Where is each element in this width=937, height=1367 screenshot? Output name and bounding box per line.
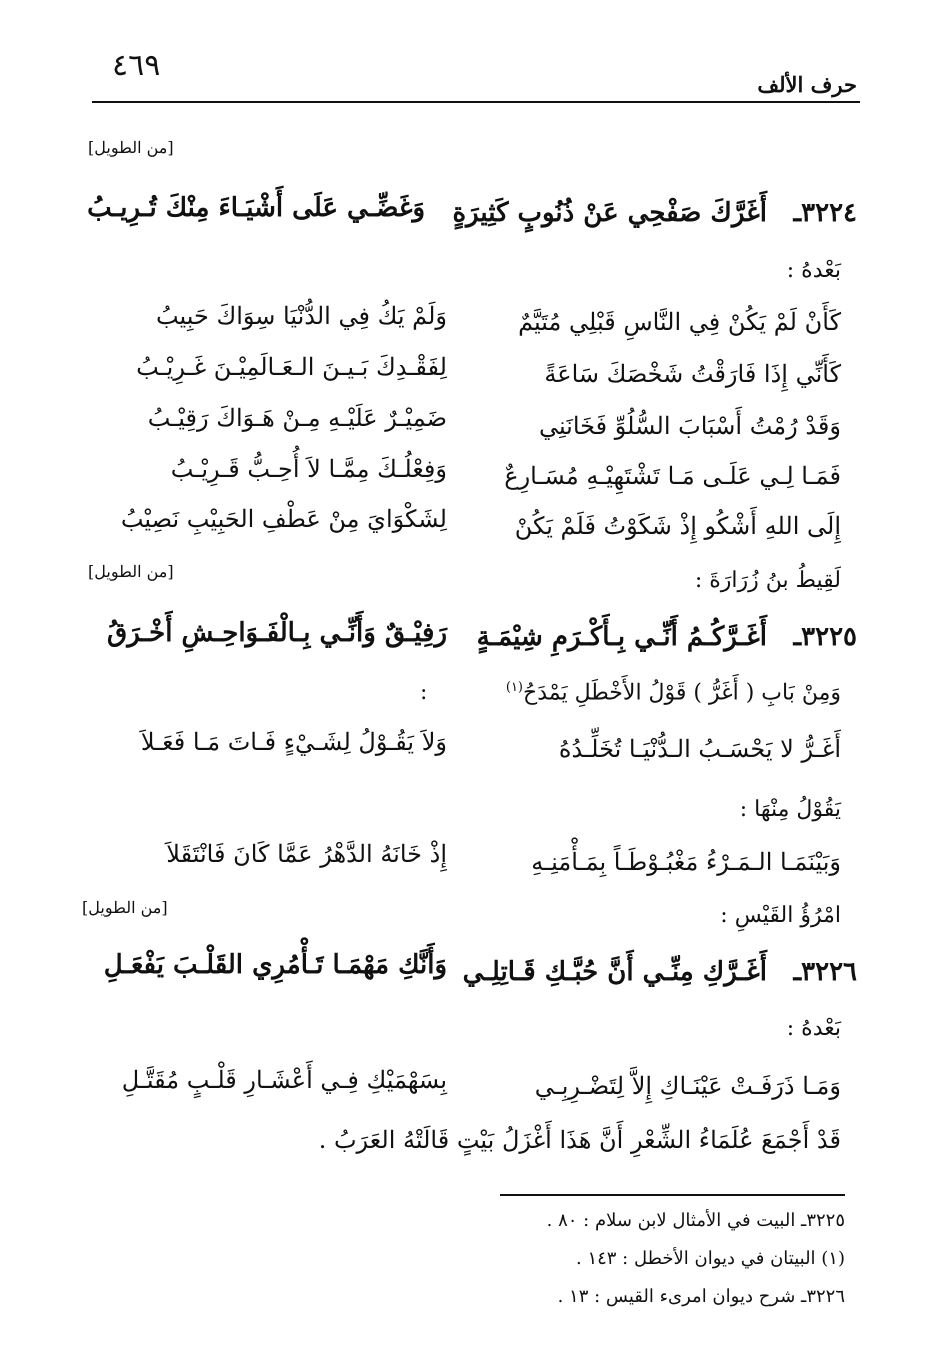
main-verse-second: وَأَنَّكِ مَهْمَـا تَـأْمُرِي القَلْـبَ يَفْعَـلِ bbox=[103, 950, 447, 980]
section-intro bbox=[506, 680, 841, 705]
verse-second-half: ضَمِيْـرٌ عَلَيْـهِ مِـنْ هَـوَاكَ رَقِيْـبُ bbox=[147, 404, 447, 432]
meter-label: [من الطويل] bbox=[88, 562, 174, 581]
meter-label: [من الطويل] bbox=[88, 138, 174, 157]
poet-intro: لَقِيطُ بنُ زُرَارَةَ : bbox=[694, 568, 841, 593]
footnote-rule bbox=[500, 1194, 845, 1196]
verse-first-half: كَأَنْ لَمْ يَكُنْ فِي النَّاسِ قَبْلِي مُتَيَّمٌ bbox=[518, 308, 841, 336]
verse-first-half: وَمَـا ذَرَفَـتْ عَيْنَـاكِ إِلاَّ لِتَضْـرِبِـي bbox=[534, 1072, 841, 1100]
commentary-note: قَدْ أَجْمَعَ عُلَمَاءُ الشِّعْرِ أَنَّ هَذَا أَغْزَلُ بَيْتٍ قَالَتْهُ العَرَبُ . bbox=[318, 1126, 841, 1154]
verse-second-half: وَفِعْلُـكَ مِمَّـا لاَ أُحِـبُّ قَـرِيْـبُ bbox=[170, 455, 447, 483]
verse-first-half: أَغَـرُّ لا يَحْسَـبُ الـدُّنْيَـا تُخَلِّـدُهُ bbox=[558, 735, 841, 763]
footnote-marker: (١) bbox=[505, 680, 523, 695]
poet-intro: امْرُؤُ القَيْسِ : bbox=[720, 903, 841, 928]
verse-second-half: لِفَقْـدِكَ بَـيـنَ الـعَـالَمِيْـنَ غَـرِيْـبُ bbox=[136, 353, 447, 381]
intro-text: وَمِنْ بَابِ ( أَغَرُّ ) قَوْلُ الأَخْطَلِ يَمْدَحُ bbox=[523, 680, 841, 706]
verse-number: ٣٢٢٤ـ bbox=[793, 198, 857, 228]
section-intro: بَعْدهُ : bbox=[786, 258, 841, 283]
verse-first-half: وَقَدْ رُمْتُ أَسْبَابَ السُّلُوِّ فَخَانَنِي bbox=[538, 412, 841, 440]
header-rule bbox=[92, 101, 860, 103]
verse-second-half: إِذْ خَانَهُ الدَّهْرُ عَمَّا كَانَ فَانْتَقَلاَ bbox=[166, 840, 447, 868]
verse-second-half: لِشَكْوَايَ مِنْ عَطْفِ الحَبِيْبِ نَصِيْبُ bbox=[120, 505, 447, 533]
footnote: ٣٢٢٥ـ البيت في الأمثال لابن سلام : ٨٠ . bbox=[546, 1210, 845, 1231]
main-verse-second: رَفِيْـقٌ وَأَنِّـي بِـالْفَـوَاحِـشِ أَخْـرَقُ bbox=[107, 618, 447, 648]
verse-number: ٣٢٢٥ـ bbox=[793, 622, 857, 652]
verse-first-half: إِلَى اللهِ أَشْكُو إِذْ شَكَوْتُ فَلَمْ يَكُنْ bbox=[514, 512, 841, 540]
section-intro: بَعْدهُ : bbox=[786, 1016, 841, 1041]
main-verse-second: وَغَضِّـي عَلَى أَشْيَـاءَ مِنْكَ تُـرِيـبُ bbox=[87, 193, 425, 223]
verse-second-half: وَلاَ يَقُـوْلُ لِشَـيْءٍ فَـاتَ مَـا فَعَـلاَ bbox=[140, 728, 447, 756]
verse-first-half: وَبَيْنَمَـا الـمَـرْءُ مَغْبُـوْطَـاً بِمَـأْمَنِـهِ bbox=[531, 848, 841, 876]
running-title: حرف الألف bbox=[757, 72, 857, 97]
verse-number: ٣٢٢٦ـ bbox=[793, 957, 857, 987]
main-verse-first: أَغَـرَّكِ مِنِّـي أَنَّ حُبَّـكِ قَـاتِلِـي bbox=[462, 957, 767, 987]
footnote: (١) البيتان في ديوان الأخطل : ١٤٣ . bbox=[575, 1248, 845, 1269]
main-verse-first: أَغَـرَّكُـمُ أَنِّـي بِـأَكْـرَمِ شِيْمَـةٍ bbox=[476, 622, 767, 652]
meter-label: [من الطويل] bbox=[82, 898, 168, 917]
verse-second-half: وَلَمْ يَكُ فِي الدُّنْيَا سِوَاكَ حَبِيبُ bbox=[155, 302, 447, 330]
page-number: ٤٦٩ bbox=[112, 48, 161, 83]
footnote: ٣٢٢٦ـ شرح ديوان امرىء القيس : ١٣ . bbox=[557, 1286, 845, 1307]
verse-first-half: فَمَـا لِـي عَلَـى مَـا تَشْتَهِيْـهِ مُسَـارِعٌ bbox=[504, 462, 841, 490]
main-verse-first: أَغَرَّكَ صَفْحِي عَنْ ذُنُوبٍ كَثِيرَةٍ bbox=[452, 198, 767, 228]
verse-second-half: بِسَهْمَيْكِ فِـي أَعْشَـارِ قَلْـبٍ مُقَتَّـلِ bbox=[121, 1066, 447, 1094]
section-intro: يَقُوْلُ مِنْهَا : bbox=[739, 797, 841, 822]
verse-first-half: كَأَنِّي إِذَا فَارَقْتُ شَخْصَكَ سَاعَةً bbox=[544, 360, 841, 388]
intro-colon: : bbox=[420, 680, 428, 705]
